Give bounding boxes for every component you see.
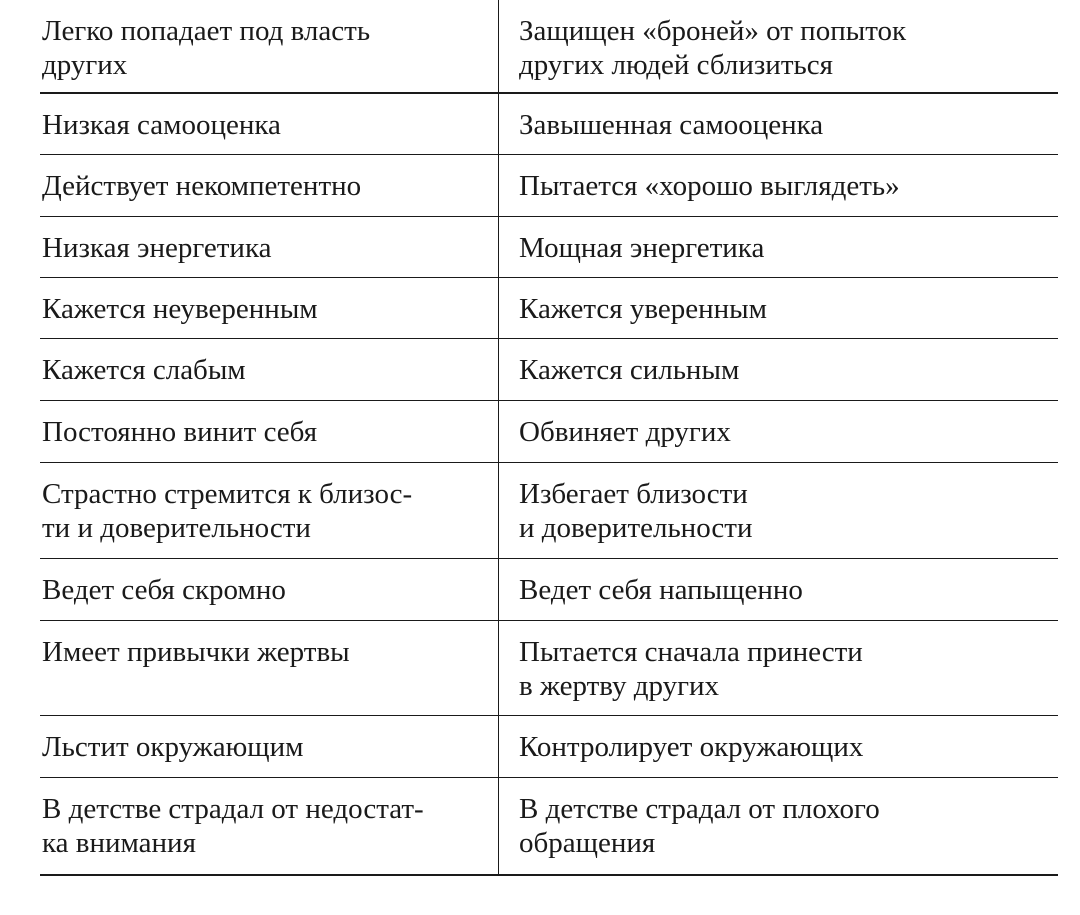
- left-cell: [40, 278, 499, 338]
- cell-text: Контролирует окружающих: [519, 731, 864, 763]
- right-cell: [499, 559, 1058, 620]
- cell-text: Завышенная самооценка: [519, 109, 824, 141]
- table-row: [40, 155, 1058, 217]
- cell-text: Пытается сначала принести: [519, 636, 863, 668]
- table-row: [40, 778, 1058, 874]
- right-cell: [499, 463, 1058, 558]
- table-row: [40, 94, 1058, 155]
- cell-text: Избегает близости: [519, 478, 748, 510]
- cell-text: Страстно стремится к близос-: [42, 478, 413, 510]
- right-cell: [499, 716, 1058, 777]
- right-cell: [499, 0, 1058, 92]
- left-cell: [40, 621, 499, 715]
- cell-text: Кажется неуверенным: [42, 293, 318, 325]
- cell-text: Защищен «броней» от попыток: [519, 15, 907, 47]
- cell-text: Имеет привычки жертвы: [42, 636, 350, 668]
- cell-text: Постоянно винит себя: [42, 416, 318, 448]
- cell-text: других: [42, 49, 128, 81]
- right-cell: [499, 339, 1058, 400]
- table-row: [40, 463, 1058, 559]
- right-cell: [499, 621, 1058, 715]
- cell-text: Низкая самооценка: [42, 109, 281, 141]
- left-cell: [40, 778, 499, 874]
- left-cell: [40, 217, 499, 277]
- cell-text: Легко попадает под власть: [42, 15, 371, 47]
- cell-text: в жертву других: [519, 670, 719, 702]
- cell-text: Низкая энергетика: [42, 232, 272, 264]
- table-row: [40, 401, 1058, 463]
- table-row: [40, 621, 1058, 716]
- cell-text: Мощная энергетика: [519, 232, 765, 264]
- right-cell: [499, 278, 1058, 338]
- cell-text: Действует некомпетентно: [42, 170, 362, 202]
- right-cell: [499, 155, 1058, 216]
- comparison-table: [40, 0, 1058, 876]
- cell-text: Льстит окружающим: [42, 731, 304, 763]
- left-cell: [40, 559, 499, 620]
- cell-text: и доверительности: [519, 512, 753, 544]
- left-cell: [40, 716, 499, 777]
- right-cell: [499, 217, 1058, 277]
- cell-text: Ведет себя напыщенно: [519, 574, 803, 606]
- table-row: [40, 339, 1058, 401]
- cell-text: Кажется сильным: [519, 354, 740, 386]
- left-cell: [40, 339, 499, 400]
- right-cell: [499, 778, 1058, 874]
- cell-text: Кажется слабым: [42, 354, 246, 386]
- right-cell: [499, 401, 1058, 462]
- cell-text: Кажется уверенным: [519, 293, 767, 325]
- cell-text: В детстве страдал от недостат-: [42, 793, 424, 825]
- cell-text: обращения: [519, 827, 656, 859]
- left-cell: [40, 0, 499, 92]
- table-row: [40, 559, 1058, 621]
- cell-text: ка внимания: [42, 827, 196, 859]
- left-cell: [40, 463, 499, 558]
- table-row: [40, 0, 1058, 94]
- left-cell: [40, 94, 499, 154]
- table-row: [40, 278, 1058, 339]
- cell-text: других людей сблизиться: [519, 49, 833, 81]
- right-cell: [499, 94, 1058, 154]
- cell-text: Пытается «хорошо выглядеть»: [519, 170, 900, 202]
- table-row: [40, 716, 1058, 778]
- cell-text: ти и доверительности: [42, 512, 311, 544]
- left-cell: [40, 155, 499, 216]
- cell-text: Ведет себя скромно: [42, 574, 286, 606]
- cell-text: Обвиняет других: [519, 416, 731, 448]
- cell-text: В детстве страдал от плохого: [519, 793, 880, 825]
- table-row: [40, 217, 1058, 278]
- left-cell: [40, 401, 499, 462]
